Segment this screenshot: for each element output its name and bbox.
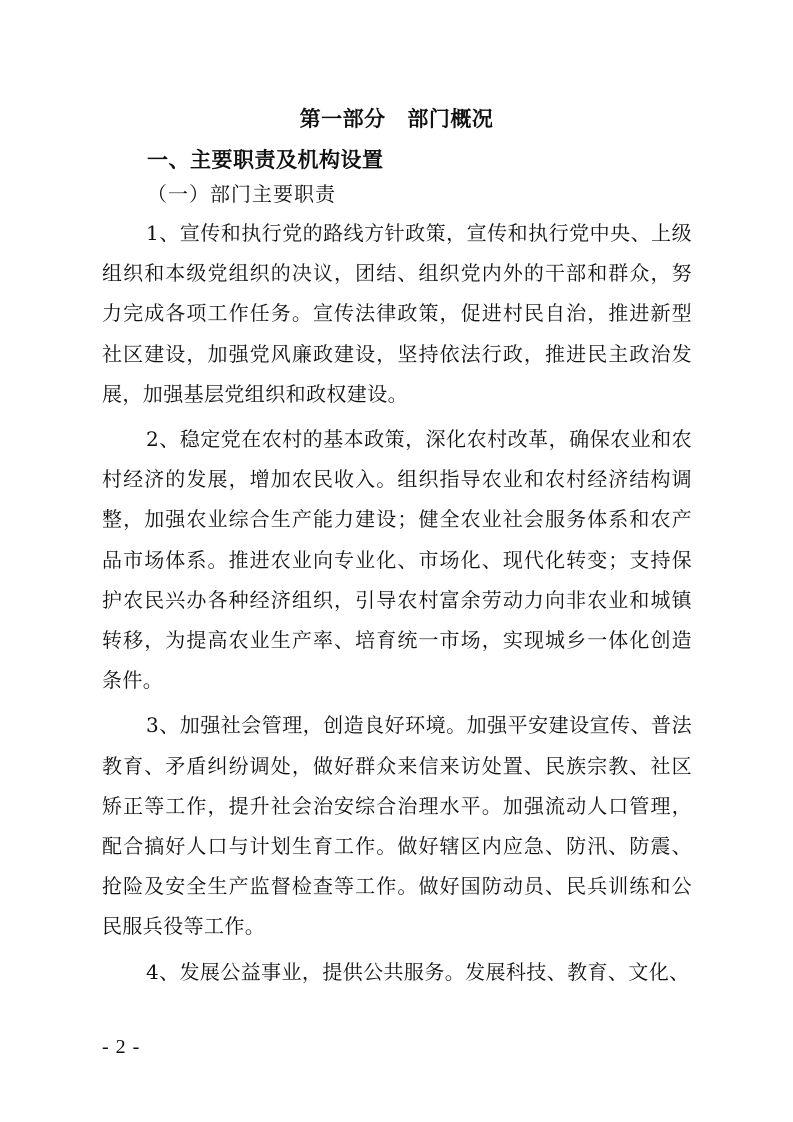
body-text <box>102 213 692 992</box>
paragraph-2: 2、稳定党在农村的基本政策，深化农村改革，确保农业和农村经济的发展，增加农民收入。组织指导农业和农村经济结构调整，加强农业综合生产能力建设；健全农业社会服务体系和农产品市场体系。推进农业向专业化、市场化、现代化转变；支持保护农民兴办各种经济组织，引导农村富余劳动力向非农业和城镇转移，为提高农业生产率、培育统一市场，实现城乡一体化创造条件。 <box>102 427 692 693</box>
page-number: - 2 - <box>102 1036 141 1058</box>
section-heading: 一、主要职责及机构设置 <box>147 148 384 172</box>
sub-heading: （一）部门主要职责 <box>147 182 336 206</box>
paragraph-3: 3、加强社会管理，创造良好环境。加强平安建设宣传、普法教育、矛盾纠纷调处，做好群众来信来访处置、民族宗教、社区矫正等工作，提升社会治安综合治理水平。加强流动人口管理，配合搞好人口与计划生育工作。做好辖区内应急、防汛、防震、抢险及安全生产监督检查等工作。做好国防动员、民兵训练和公民服兵役等工作。 <box>102 713 692 939</box>
paragraph-4: 4、发展公益事业，提供公共服务。发展科技、教育、文化、 <box>146 959 690 984</box>
paragraph-1: 1、宣传和执行党的路线方针政策，宣传和执行党中央、上级组织和本级党组织的决议，团结、组织党内外的干部和群众，努力完成各项工作任务。宣传法律政策，促进村民自治，推进新型社区建设，加强党风廉政建设，坚持依法行政，推进民主政治发展，加强基层党组织和政权建设。 <box>102 221 692 406</box>
page-title: 第一部分 部门概况 <box>299 107 494 131</box>
